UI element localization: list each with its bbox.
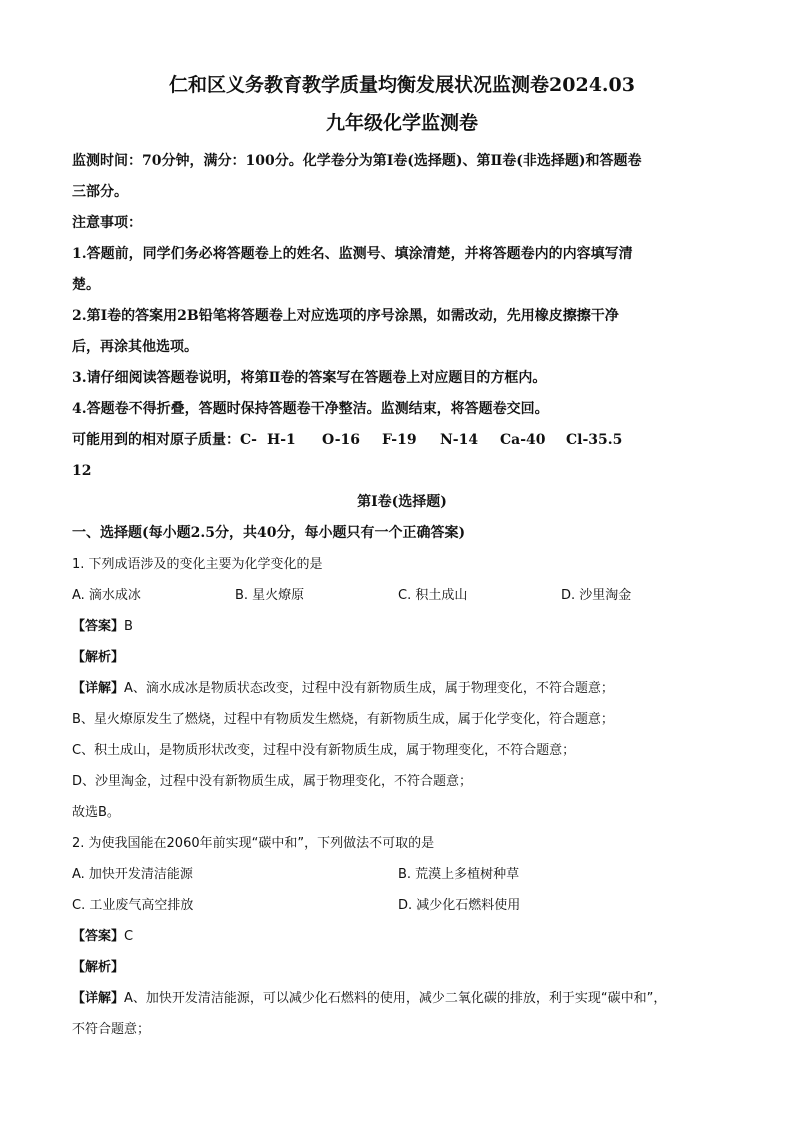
q1-option-c: C. 积土成山 [398, 588, 468, 603]
q1-options [72, 580, 732, 611]
q2-analysis [72, 952, 732, 983]
q2-detail-1 [72, 983, 732, 1014]
q1-option-a: A. 滴水成冰 [72, 588, 141, 603]
note-1-line-2: 楚。 [72, 277, 100, 293]
exam-title: 仁和区义务教育教学质量均衡发展状况监测卷2024.03 [169, 74, 635, 96]
document-page [72, 62, 732, 1045]
q2-detail-text-1: A、加快开发清洁能源，可以减少化石燃料的使用，减少二氧化碳的排放，利于实现“碳中和”， [124, 991, 667, 1006]
notes-heading: 注意事项： [72, 215, 142, 231]
note-3: 3.请仔细阅读答题卷说明，将第Ⅱ卷的答案写在答题卷上对应题目的方框内。 [72, 370, 547, 386]
q2-stem: 2. 为使我国能在2060年前实现“碳中和”，下列做法不可取的是 [72, 836, 435, 851]
q2-detail-tag: 【详解】 [72, 991, 125, 1006]
q2-answer-value: C [124, 929, 134, 944]
atomic-mass-n: N-14 [440, 432, 479, 448]
q1-analysis [72, 642, 732, 673]
q1-conclusion: 故选B。 [72, 805, 120, 820]
note-4: 4.答题卷不得折叠，答题时保持答题卷干净整洁。监测结束，将答题卷交回。 [72, 401, 549, 417]
atomic-mass-f: F-19 [382, 432, 417, 448]
q1-option-b: B. 星火燎原 [235, 588, 305, 603]
q2-detail-2: 不符合题意； [72, 1022, 151, 1037]
atomic-mass-cl: Cl-35.5 [566, 432, 623, 448]
q1-stem: 1. 下列成语涉及的变化主要为化学变化的是 [72, 557, 323, 572]
note-2-line-2: 后，再涂其他选项。 [72, 339, 198, 355]
q1-answer-value: B [124, 619, 133, 634]
exam-subtitle: 九年级化学监测卷 [325, 112, 478, 134]
q1-detail-2: B、星火燎原发生了燃烧，过程中有物质发生燃烧，有新物质生成，属于化学变化，符合题意； [72, 712, 614, 727]
q1-detail-3: C、积土成山，是物质形状改变，过程中没有新物质生成，属于物理变化，不符合题意； [72, 743, 576, 758]
note-2-line-1: 2.第Ⅰ卷的答案用2B铅笔将答题卷上对应选项的序号涂黑，如需改动，先用橡皮擦擦干净 [72, 308, 619, 324]
q2-option-a: A. 加快开发清洁能源 [72, 867, 193, 882]
q2-answer [72, 921, 732, 952]
q2-option-b: B. 荒漠上多植树种草 [398, 867, 520, 882]
atomic-mass-h: H-1 [267, 432, 296, 448]
atomic-mass-o: O-16 [322, 432, 361, 448]
q1-detail-text-1: A、滴水成冰是物质状态改变，过程中没有新物质生成，属于物理变化，不符合题意； [124, 681, 614, 696]
q1-detail-4: D、沙里淘金，过程中没有新物质生成，属于物理变化，不符合题意； [72, 774, 473, 789]
part-title: 一、选择题(每小题2.5分，共40分，每小题只有一个正确答案) [72, 525, 466, 541]
intro-line-2: 三部分。 [72, 184, 128, 200]
q1-detail-tag: 【详解】 [72, 681, 125, 696]
atomic-mass-label: 可能用到的相对原子质量：C-12 [72, 432, 257, 479]
atomic-mass-ca: Ca-40 [500, 432, 546, 448]
q2-answer-tag: 【答案】 [72, 929, 125, 944]
q1-analysis-tag: 【解析】 [72, 650, 125, 665]
intro-line-1: 监测时间：70分钟，满分：100分。化学卷分为第Ⅰ卷(选择题)、第Ⅱ卷(非选择题)和答题卷 [72, 153, 642, 169]
q1-answer [72, 611, 732, 642]
q2-analysis-tag: 【解析】 [72, 960, 125, 975]
q1-detail-1 [72, 673, 732, 704]
note-1-line-1: 1.答题前，同学们务必将答题卷上的姓名、监测号、填涂清楚，并将答题卷内的内容填写清 [72, 246, 633, 262]
atomic-mass-row [72, 425, 732, 487]
q1-option-d: D. 沙里淘金 [561, 588, 632, 603]
q1-answer-tag: 【答案】 [72, 619, 125, 634]
q2-option-c: C. 工业废气高空排放 [72, 898, 194, 913]
q2-options-row-2 [72, 890, 732, 921]
q2-option-d: D. 减少化石燃料使用 [398, 898, 521, 913]
q2-options-row-1 [72, 859, 732, 890]
section-title: 第Ⅰ卷(选择题) [357, 494, 447, 510]
